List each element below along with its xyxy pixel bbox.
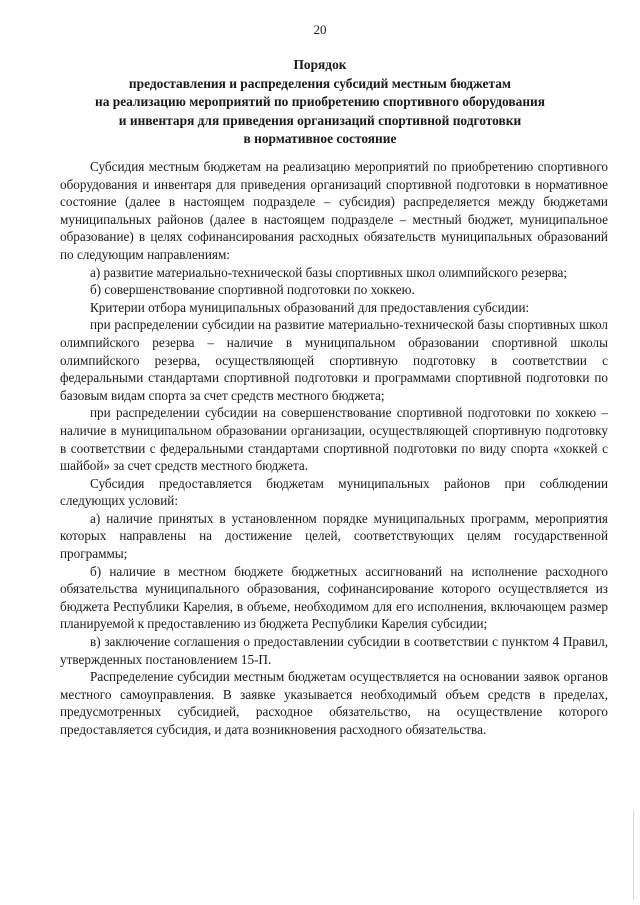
- title-line-2: предоставления и распределения субсидий местным бюджетам: [128, 75, 512, 91]
- paragraph-criteria-1: при распределении субсидии на развитие материально-технической базы спортивных школ олимпийского резерва – наличие в муниципальном образовании спортивной школы олимпийского резерва, осуществляющей спортивную подготовку в соответствии с федеральными стандартами спортивной подготовки и программами спортивной подготовки по базовым видам спорта за счет средств местного бюджета;: [60, 317, 608, 403]
- paragraph-condition-c: в) заключение соглашения о предоставлении субсидии в соответствии с пунктом 4 Правил, утвержденных постановлением 15-П.: [60, 634, 608, 667]
- paragraph-direction-a: а) развитие материально-технической базы спортивных школ олимпийского резерва;: [90, 264, 568, 280]
- document-title: [40, 56, 600, 149]
- document-body: [60, 158, 608, 739]
- title-line-4: и инвентаря для приведения организаций спортивной подготовки: [118, 112, 522, 128]
- paragraph-criteria-2: при распределении субсидии на совершенствование спортивной подготовки по хоккею – наличие в муниципальном образовании организации, осуществляющей спортивную подготовку в соответствии с федеральными стандартами спортивной подготовки по виду спорта «хоккей с шайбой» за счет средств местного бюджета.: [60, 405, 608, 474]
- paragraph-distribution: Распределение субсидии местным бюджетам осуществляется на основании заявок органов местного самоуправления. В заявке указывается необходимый объем средств в пределах, предусмотренных субсидией, расходное обязательство, на осуществление которого предоставляется субсидия, и дата возникновения расходного обязательства.: [60, 669, 608, 737]
- scan-edge-mark: [633, 810, 634, 900]
- paragraph-conditions-heading: Субсидия предоставляется бюджетам муниципальных районов при соблюдении следующих условий:: [60, 475, 608, 509]
- paragraph-condition-b: б) наличие в местном бюджете бюджетных ассигнований на исполнение расходного обязательства муниципального образования, софинансирование которого осуществляется из бюджета Республики Карелия, в объеме, необходимом для его исполнения, включающем размер планируемой к предоставлению из бюджета Республики Карелия субсидии;: [60, 563, 608, 632]
- title-line-5: в нормативное состояние: [243, 131, 397, 146]
- paragraph-direction-b: б) совершенствование спортивной подготовки по хоккею.: [90, 282, 415, 298]
- paragraph-intro: Субсидия местным бюджетам на реализацию мероприятий по приобретению спортивного оборудования и инвентаря для приведения организаций спортивной подготовки в нормативное состояние (далее в настоящем подразделе – субсидия) распределяется между бюджетами муниципальных районов (далее в настоящем подразделе – местный бюджет, муниципальное образование) в целях софинансирования расходных обязательств муниципальных образований по следующим направлениям:: [60, 159, 608, 262]
- title-line-3: на реализацию мероприятий по приобретению спортивного оборудования: [94, 94, 546, 109]
- paragraph-criteria-heading: Критерии отбора муниципальных образований для предоставления субсидии:: [90, 299, 530, 315]
- paragraph-condition-a: а) наличие принятых в установленном порядке муниципальных программ, мероприятия которых направлены на достижение целей, соответствующих целям государственной программы;: [60, 510, 608, 562]
- title-line-1: Порядок: [293, 57, 347, 72]
- page-number: 20: [313, 22, 327, 37]
